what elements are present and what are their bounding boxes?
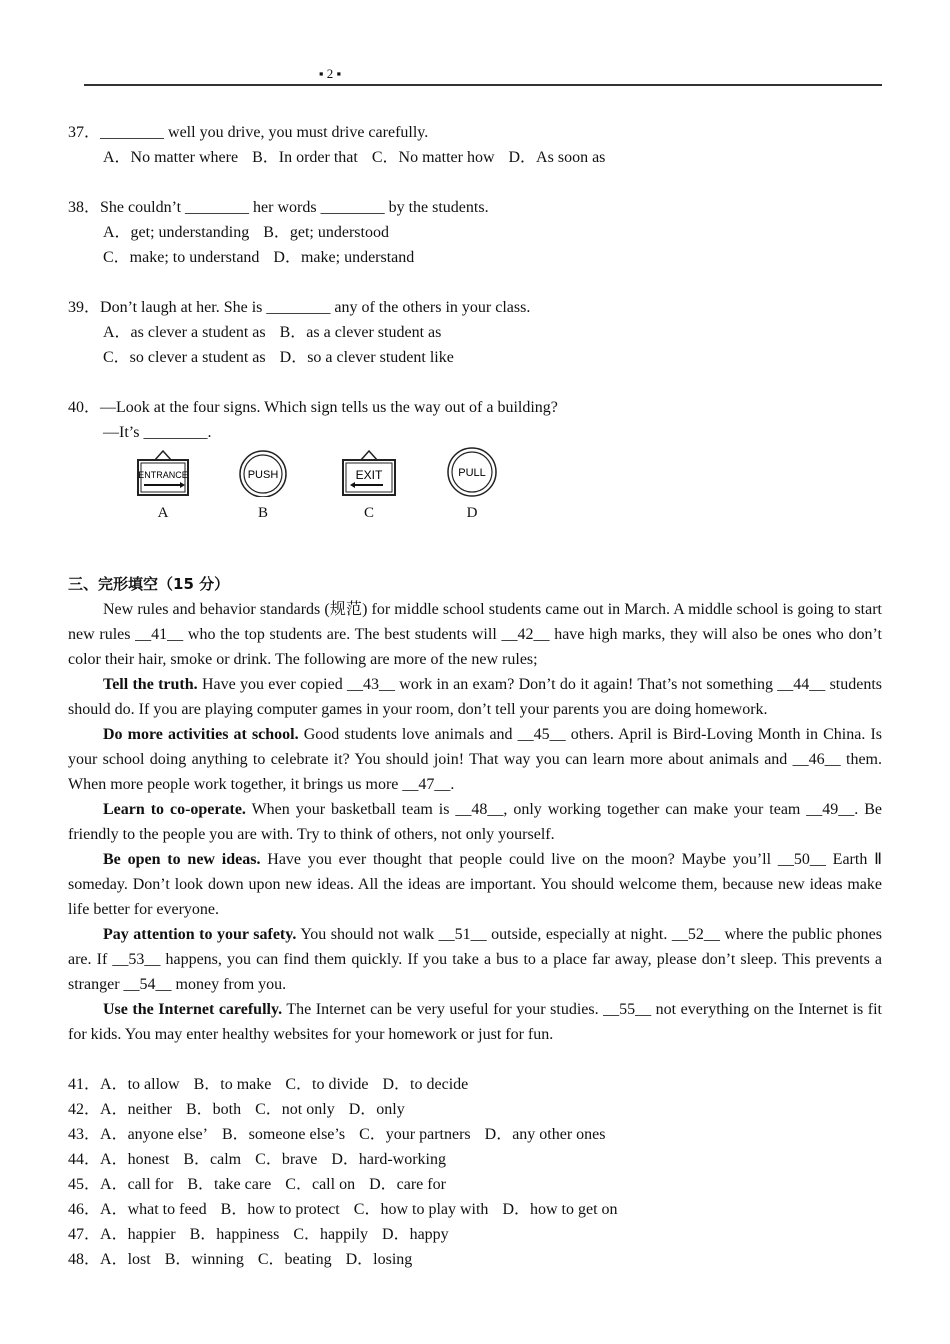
option: C．call on: [285, 1176, 356, 1193]
paragraph-text: You should not walk __51__ outside, especially at night. __52__ where the public phones are. If __53__ happens, you can find them quickly. If you take a bus to a place far away, please don’t sleep. This prevents a stranger __54__ money from you.: [68, 926, 882, 993]
question-stem: ________ well you drive, you must drive carefully.: [100, 124, 429, 141]
option: B．both: [186, 1101, 242, 1118]
question-stem: She couldn’t ________ her words ________ by the students.: [100, 199, 489, 216]
option: C．No matter how: [371, 149, 495, 166]
question-40: [68, 395, 882, 547]
answer-options-row: [68, 1247, 882, 1272]
option: B．as a clever student as: [279, 324, 442, 341]
page-number: ▪ 2 ▪: [318, 66, 342, 81]
answer-options-row: [68, 1122, 882, 1147]
entrance-sign-icon: [136, 447, 190, 497]
question-stem: —Look at the four signs. Which sign tells us the way out of a building?: [100, 399, 558, 416]
option: A．to allow: [100, 1076, 180, 1093]
option: A．happier: [100, 1226, 176, 1243]
option: D．As soon as: [508, 149, 606, 166]
question-38: [68, 195, 882, 270]
answer-line: —It’s ________.: [103, 424, 212, 441]
question-number: 47．: [68, 1226, 101, 1243]
answer-options-row: [68, 1097, 882, 1122]
option: D．care for: [369, 1176, 446, 1193]
passage-paragraph: [68, 722, 882, 797]
option: A．call for: [100, 1176, 174, 1193]
svg-text:PUSH: PUSH: [247, 469, 279, 481]
option: A．anyone else’: [100, 1126, 208, 1143]
question-line: [68, 195, 882, 220]
answer-options-row: [68, 1172, 882, 1197]
option: B．happiness: [189, 1226, 280, 1243]
question-number: 46．: [68, 1201, 101, 1218]
option: C．your partners: [359, 1126, 471, 1143]
sign-label: D: [466, 505, 478, 521]
option: A．get; understanding: [103, 224, 250, 241]
paragraph-text: New rules and behavior standards (规范) for middle school students came out in March. A middle school is going to start new rules __41__ who the top students are. The best students will __42__ have high marks, they will also be ones who don’t color their hair, smoke or drink. The following are more of the new rules;: [68, 601, 882, 668]
passage-paragraph: [68, 597, 882, 672]
option: B．take care: [187, 1176, 272, 1193]
passage-paragraph: [68, 797, 882, 847]
option: D．hard-working: [331, 1151, 447, 1168]
option: C．beating: [257, 1251, 332, 1268]
options-row: [68, 245, 882, 270]
question-line: [68, 120, 882, 145]
paragraph-heading: Pay attention to your safety.: [103, 926, 297, 943]
option: B．calm: [183, 1151, 242, 1168]
svg-text:ENTRANCE: ENTRANCE: [138, 470, 188, 480]
option: A．what to feed: [100, 1201, 207, 1218]
option: D．make; understand: [273, 249, 415, 266]
cloze-passage: [68, 597, 882, 1047]
sign-c: [341, 447, 397, 521]
cloze-options: [68, 1072, 882, 1272]
section-title: 三、完形填空（15 分）: [68, 575, 230, 593]
sign-label: C: [363, 505, 374, 521]
push-sign-icon: [238, 447, 288, 497]
option: A．neither: [100, 1101, 172, 1118]
pull-sign-icon: [446, 447, 498, 497]
question-number: 45．: [68, 1176, 101, 1193]
question-number: 39．: [68, 299, 101, 316]
options-row: [68, 320, 882, 345]
option: C．so clever a student as: [103, 349, 266, 366]
svg-text:PULL: PULL: [458, 467, 486, 479]
option: C．how to play with: [353, 1201, 489, 1218]
option: A．as clever a student as: [103, 324, 266, 341]
multiple-choice-questions: [68, 120, 882, 370]
paragraph-text: Good students love animals and __45__ others. April is Bird-Loving Month in China. Is your school doing anything to celebrate it? You should join! That way you can learn more about animals and __46__ them. When more people work together, it brings us more __47__.: [68, 726, 882, 793]
passage-paragraph: [68, 997, 882, 1047]
question-number: 41．: [68, 1076, 101, 1093]
passage-paragraph: [68, 847, 882, 922]
option: B．someone else’s: [221, 1126, 346, 1143]
paragraph-heading: Tell the truth.: [103, 676, 198, 693]
paragraph-heading: Do more activities at school.: [103, 726, 299, 743]
answer-options-row: [68, 1222, 882, 1247]
paragraph-heading: Use the Internet carefully.: [103, 1001, 283, 1018]
paragraph-text: The Internet can be very useful for your studies. __55__ not everything on the Internet is fit for kids. You may enter healthy websites for your homework or just for fun.: [68, 1001, 883, 1043]
option: C．not only: [255, 1101, 335, 1118]
question-39: [68, 295, 882, 370]
option: B．how to protect: [220, 1201, 340, 1218]
question-number: 40．: [68, 399, 101, 416]
question-number: 37．: [68, 124, 101, 141]
option: B．In order that: [252, 149, 358, 166]
option: D．so a clever student like: [279, 349, 454, 366]
question-number: 38．: [68, 199, 101, 216]
paragraph-heading: Learn to co-operate.: [103, 801, 246, 818]
option: D．only: [348, 1101, 405, 1118]
answer-options-row: [68, 1147, 882, 1172]
sign-d: [446, 447, 498, 521]
option: A．lost: [100, 1251, 151, 1268]
sign-a: [136, 447, 190, 521]
paragraph-text: Have you ever thought that people could live on the moon? Maybe you’ll __50__ Earth Ⅱ someday. Don’t look down upon new ideas. All the ideas are important. You should welcome them, because new ideas make life better for everyone.: [68, 851, 883, 918]
paragraph-text: Have you ever copied __43__ work in an exam? Don’t do it again! That’s not something __44__ students should do. If you are playing computer games in your room, don’t tell your parents you are doing homework.: [68, 676, 883, 718]
option: D．any other ones: [484, 1126, 606, 1143]
answer-options-row: [68, 1197, 882, 1222]
paragraph-text: When your basketball team is __48__, only working together can make your team __49__. Be friendly to the people you are with. Try to think of others, not only yourself.: [68, 801, 883, 843]
options-row: [68, 345, 882, 370]
question-number: 44．: [68, 1151, 101, 1168]
passage-paragraph: [68, 672, 882, 722]
option: A．No matter where: [103, 149, 239, 166]
answer-options-row: [68, 1072, 882, 1097]
signs-figure: [68, 447, 882, 547]
option: C．brave: [255, 1151, 318, 1168]
option: B．to make: [193, 1076, 272, 1093]
option: B．get; understood: [263, 224, 389, 241]
option: C．happily: [293, 1226, 369, 1243]
sign-label: B: [257, 505, 268, 521]
question-stem: Don’t laugh at her. She is ________ any of the others in your class.: [100, 299, 531, 316]
exit-sign-icon: [341, 447, 397, 497]
options-row: [68, 220, 882, 245]
sign-label: A: [157, 505, 169, 521]
option: D．happy: [382, 1226, 449, 1243]
option: D．to decide: [382, 1076, 469, 1093]
option: C．make; to understand: [103, 249, 260, 266]
options-row: [68, 145, 882, 170]
paragraph-heading: Be open to new ideas.: [103, 851, 261, 868]
option: B．winning: [164, 1251, 244, 1268]
option: A．honest: [100, 1151, 170, 1168]
exam-content: [68, 120, 882, 1272]
sign-b: [238, 447, 288, 521]
question-line: [68, 295, 882, 320]
question-number: 43．: [68, 1126, 101, 1143]
option: D．how to get on: [502, 1201, 618, 1218]
option: C．to divide: [285, 1076, 369, 1093]
passage-paragraph: [68, 922, 882, 997]
svg-text:EXIT: EXIT: [355, 468, 383, 482]
header-rule: [84, 84, 882, 86]
question-number: 42．: [68, 1101, 101, 1118]
question-number: 48．: [68, 1251, 101, 1268]
question-37: [68, 120, 882, 170]
option: D．losing: [345, 1251, 413, 1268]
